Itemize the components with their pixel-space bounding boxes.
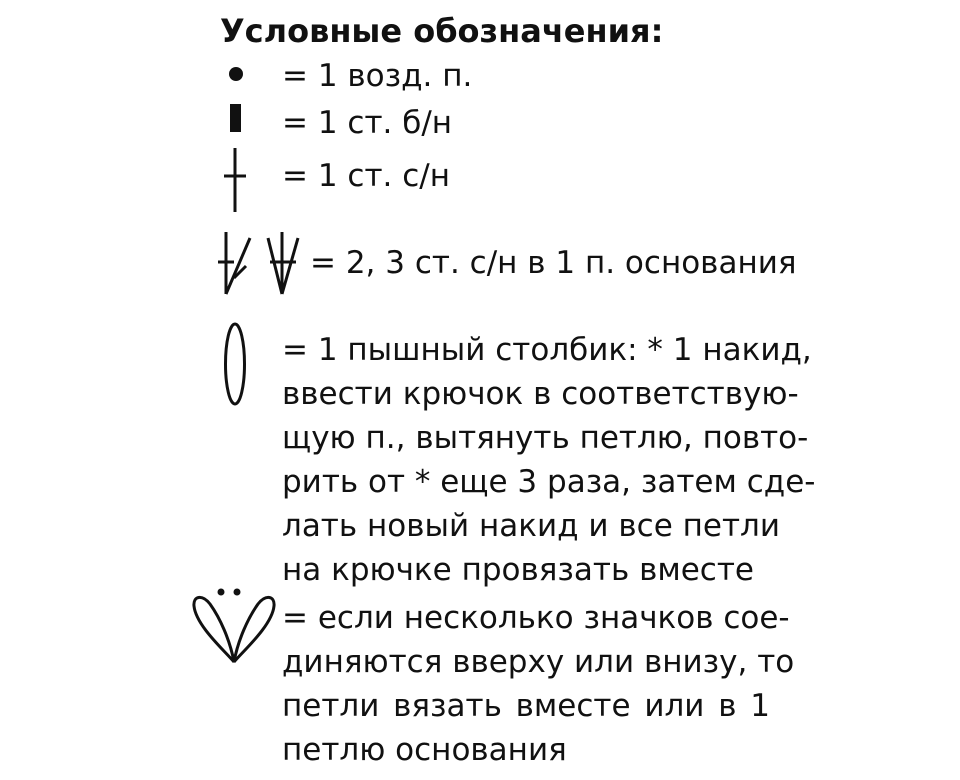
legend-title: Условные обозначения:: [220, 12, 664, 50]
legend-item-puff-stitch: [282, 328, 816, 592]
cluster-line: = если несколько значков сое-: [282, 600, 790, 636]
legend-item-chain: = 1 возд. п.: [282, 58, 473, 94]
cluster-line: петли вязать вместе или в 1: [282, 688, 770, 724]
bar-icon: [228, 104, 244, 134]
cluster-icon: [190, 582, 280, 668]
oval-icon: [220, 320, 250, 408]
puff-line: ввести крючок в соответствую-: [282, 376, 799, 412]
legend-item-double-crochet: = 1 ст. с/н: [282, 158, 450, 194]
puff-line: лать новый накид и все петли: [282, 508, 780, 544]
puff-line: рить от * еще 3 раза, затем сде-: [282, 464, 816, 500]
increase-icons: [212, 228, 308, 298]
cluster-line: диняются вверху или внизу, то: [282, 644, 795, 680]
puff-line: на крючке провязать вместе: [282, 552, 754, 588]
cluster-line: петлю основания: [282, 732, 567, 768]
legend-item-single-crochet: = 1 ст. б/н: [282, 105, 453, 141]
legend-item-cluster: [282, 596, 795, 772]
cross-stitch-icon: [222, 146, 248, 214]
dot-icon: [226, 64, 246, 84]
puff-line: щую п., вытянуть петлю, повто-: [282, 420, 809, 456]
puff-line: = 1 пышный столбик: * 1 накид,: [282, 332, 812, 368]
legend-item-increase: = 2, 3 ст. с/н в 1 п. основания: [310, 245, 797, 281]
